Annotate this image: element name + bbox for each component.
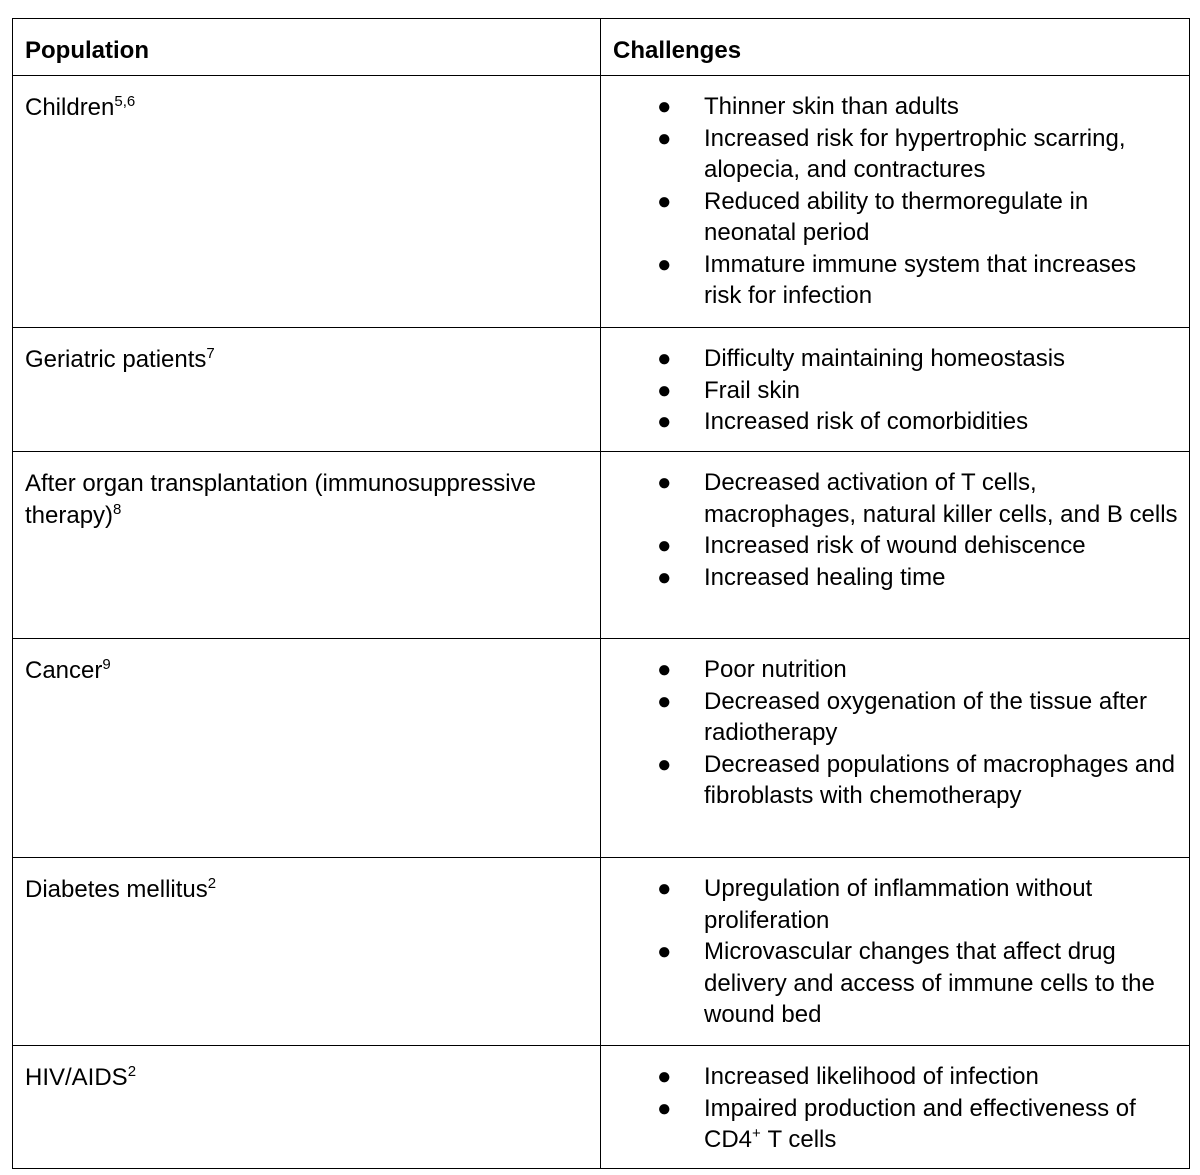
challenge-text: Reduced ability to thermoregulate in neonatal period xyxy=(704,187,1089,246)
bullet-icon: ● xyxy=(657,408,672,435)
bullet-icon: ● xyxy=(657,250,672,278)
citation-superscript: 5,6 xyxy=(114,93,136,110)
bullet-icon: ● xyxy=(657,687,672,715)
population-challenges-table xyxy=(12,18,1190,1169)
table-row-children xyxy=(13,76,1190,328)
bullet-icon: ● xyxy=(657,656,672,683)
population-label: Cancer xyxy=(25,657,103,684)
population-label: HIV/AIDS xyxy=(25,1064,128,1091)
challenge-text: Immature immune system that increases risk for infection xyxy=(704,250,1137,309)
list-item xyxy=(655,873,1179,936)
header-challenges: Challenges xyxy=(601,19,1190,76)
population-label: After organ transplantation (immunosuppressive therapy) xyxy=(25,470,536,529)
citation-superscript: 9 xyxy=(102,656,111,673)
challenge-text: Decreased oxygenation of the tissue after radiotherapy xyxy=(704,687,1147,746)
challenge-text: Difficulty maintaining homeostasis xyxy=(704,345,1066,372)
citation-superscript: 7 xyxy=(206,345,215,362)
cd4-superscript: + xyxy=(752,1125,761,1142)
list-item xyxy=(655,1093,1179,1156)
challenge-text: Microvascular changes that affect drug delivery and access of immune cells to the wound bed xyxy=(704,938,1155,1028)
bullet-icon: ● xyxy=(657,345,672,372)
citation-superscript: 2 xyxy=(127,1063,137,1080)
list-item xyxy=(655,530,1179,562)
challenges-cell xyxy=(601,1046,1190,1169)
list-item xyxy=(655,749,1179,812)
list-item xyxy=(655,375,1179,407)
list-item xyxy=(655,91,1179,123)
list-item xyxy=(655,936,1179,1031)
bullet-icon: ● xyxy=(657,1094,672,1122)
challenges-cell xyxy=(601,452,1190,639)
bullet-icon: ● xyxy=(657,93,672,120)
header-population: Population xyxy=(13,19,601,76)
bullet-icon: ● xyxy=(657,469,672,496)
bullet-icon: ● xyxy=(657,124,672,152)
challenge-text: Thinner skin than adults xyxy=(704,93,959,120)
challenges-list xyxy=(655,1061,1179,1156)
table-row-geriatric xyxy=(13,328,1190,452)
population-cell xyxy=(13,328,601,452)
challenge-text: Increased healing time xyxy=(704,563,946,591)
list-item xyxy=(655,686,1179,749)
challenge-text: Increased risk for hypertrophic scarring, alopecia, and contractures xyxy=(704,124,1126,183)
population-cell xyxy=(13,858,601,1046)
population-label: Geriatric patients xyxy=(25,346,207,373)
citation-superscript: 2 xyxy=(207,875,217,892)
table-row-cancer xyxy=(13,639,1190,858)
challenge-text: Decreased activation of T cells, macrophages, natural killer cells, and B cells xyxy=(704,469,1178,528)
bullet-icon: ● xyxy=(657,938,672,965)
table-row-hiv-aids xyxy=(13,1046,1190,1169)
challenge-text: Increased risk of wound dehiscence xyxy=(704,532,1086,559)
challenges-list xyxy=(655,343,1179,438)
challenges-list xyxy=(655,873,1179,1031)
bullet-icon: ● xyxy=(657,750,672,778)
list-item xyxy=(655,654,1179,686)
challenge-text: Decreased populations of macrophages and fibroblasts with chemotherapy xyxy=(704,750,1175,809)
table-row-organ-transplant xyxy=(13,452,1190,639)
challenges-list xyxy=(655,91,1179,312)
population-label: Diabetes mellitus xyxy=(25,876,208,903)
challenge-text-continued: T cells xyxy=(767,1126,837,1153)
bullet-icon: ● xyxy=(657,376,672,404)
list-item xyxy=(655,123,1179,186)
bullet-icon: ● xyxy=(657,187,672,215)
challenges-cell xyxy=(601,76,1190,328)
population-cell xyxy=(13,76,601,328)
challenge-text: Increased risk of comorbidities xyxy=(704,408,1029,435)
table-header-row xyxy=(13,19,1190,76)
challenge-text: Impaired production and effectiveness of CD4 xyxy=(704,1094,1136,1153)
list-item xyxy=(655,186,1179,249)
challenges-cell xyxy=(601,328,1190,452)
challenge-text: Frail skin xyxy=(704,376,801,404)
challenges-list xyxy=(655,467,1179,593)
citation-superscript: 8 xyxy=(113,500,122,518)
list-item xyxy=(655,467,1179,530)
population-cell xyxy=(13,639,601,858)
list-item xyxy=(655,343,1179,375)
challenge-text: Poor nutrition xyxy=(704,656,847,683)
bullet-icon: ● xyxy=(657,875,672,902)
list-item xyxy=(655,249,1179,312)
population-label: Children xyxy=(25,94,115,121)
challenge-text: Upregulation of inflammation without proliferation xyxy=(704,875,1093,934)
population-cell xyxy=(13,452,601,639)
table-row-diabetes xyxy=(13,858,1190,1046)
bullet-icon: ● xyxy=(657,532,672,559)
challenge-text: Increased likelihood of infection xyxy=(704,1063,1039,1090)
bullet-icon: ● xyxy=(657,1063,672,1090)
list-item xyxy=(655,406,1179,438)
challenges-cell xyxy=(601,858,1190,1046)
bullet-icon: ● xyxy=(657,563,672,591)
list-item xyxy=(655,562,1179,594)
population-cell xyxy=(13,1046,601,1169)
list-item xyxy=(655,1061,1179,1093)
challenges-cell xyxy=(601,639,1190,858)
challenges-list xyxy=(655,654,1179,812)
